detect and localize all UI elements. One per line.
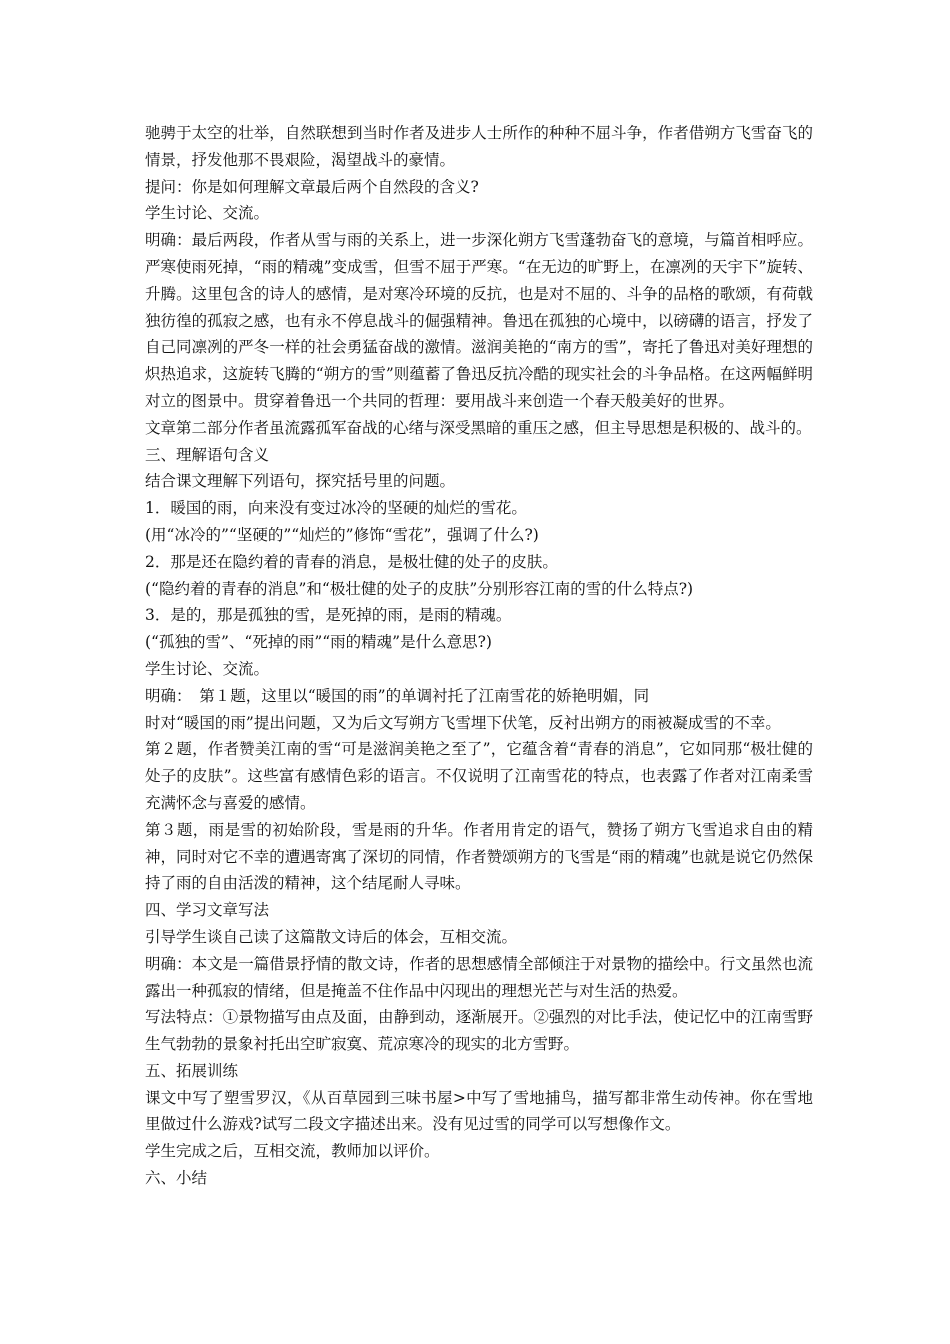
question-last-paragraphs: 提问：你是如何理解文章最后两个自然段的含义? xyxy=(145,177,479,196)
answer-item-1-continued: 时对“暖国的雨”提出问题，又为后文写朔方飞雪埋下伏笔，反衬出朔方的雨被凝成雪的不幸。 xyxy=(145,713,781,732)
section-heading-4: 四、学习文章写法 xyxy=(145,901,270,920)
sentence-2: 2．那是还在隐约着的青春的消息，是极壮健的处子的皮肤。 xyxy=(145,552,558,571)
discussion-note-2: 学生讨论、交流。 xyxy=(145,659,270,678)
document-page xyxy=(145,120,813,1192)
section-4-answer: 明确：本文是一篇借景抒情的散文诗，作者的思想感情全部倾注于对景物的描绘中。行文虽然也流露出一种孤寂的情绪，但是掩盖不住作品中闪现出的理想光芒与对生活的热爱。 xyxy=(145,954,813,1000)
paragraph-intro-continuation: 驰骋于太空的壮举，自然联想到当时作者及进步人士所作的种种不屈斗争，作者借朔方飞雪奋飞的情景，抒发他那不畏艰险，渴望战斗的豪情。 xyxy=(145,124,813,169)
paragraph-part-two-summary: 文章第二部分作者虽流露孤军奋战的心绪与深受黑暗的重压之感，但主导思想是积极的、战斗的。 xyxy=(145,418,812,437)
section-3-instruction: 结合课文理解下列语句，探究括号里的问题。 xyxy=(145,472,456,491)
sentence-1: 1．暖国的雨，向来没有变过冰冷的坚硬的灿烂的雪花。 xyxy=(145,499,527,518)
answer-item-2: 第２题，作者赞美江南的雪“可是滋润美艳之至了”，它蕴含着“青春的消息”，它如同那“极壮健的处子的皮肤”。这些富有感情色彩的语言。不仅说明了江南雪花的特点，也表露了作者对江南柔雪充满怀念与喜爱的感情。 xyxy=(145,740,813,812)
sentence-2-question: (“隐约着的青春的消息”和“极壮健的处子的皮肤”分别形容江南的雪的什么特点?) xyxy=(145,579,694,598)
sentence-1-question: (用“冰冷的”“坚硬的”“灿烂的”修饰“雪花”，强调了什么?) xyxy=(145,525,539,544)
section-5-followup: 学生完成之后，互相交流，教师加以评价。 xyxy=(145,1142,440,1161)
discussion-note: 学生讨论、交流。 xyxy=(145,204,270,223)
section-heading-5: 五、拓展训练 xyxy=(145,1061,239,1080)
section-heading-6: 六、小结 xyxy=(145,1169,208,1188)
section-5-task: 课文中写了塑雪罗汉，《从百草园到三味书屋>中写了雪地捕鸟，描写都非常生动传神。你在雪地里做过什么游戏?试写二段文字描述出来。没有见过雪的同学可以写想像作文。 xyxy=(145,1088,813,1134)
sentence-3: 3．是的，那是孤独的雪，是死掉的雨，是雨的精魂。 xyxy=(145,606,512,625)
answer-last-paragraphs: 明确：最后两段，作者从雪与雨的关系上，进一步深化朔方飞雪蓬勃奋飞的意境，与篇首相呼应。严寒使雨死掉，“雨的精魂”变成雪，但雪不屈于严寒。“在无边的旷野上，在凛冽的天宇下”旋转、升腾。这里包含的诗人的感情，是对寒冷环境的反抗，也是对不屈的、斗争的品格的歌颂，有荷戟独彷徨的孤寂之感，也有永不停息战斗的倔强精神。鲁迅在孤独的心境中，以磅礴的语言，抒发了自己同凛冽的严冬一样的社会勇猛奋战的激情。滋润美艳的“南方的雪”，寄托了鲁迅对美好理想的炽热追求，这旋转飞腾的“朔方的雪”则蕴蓄了鲁迅反抗冷酷的现实社会的斗争品格。在这两幅鲜明对立的图景中。贯穿着鲁迅一个共同的哲理：要用战斗来创造一个春天般美好的世界。 xyxy=(145,231,813,410)
sentence-3-question: (“孤独的雪”、“死掉的雨”“雨的精魂”是什么意思?) xyxy=(145,633,492,652)
section-heading-3: 三、理解语句含义 xyxy=(145,445,270,464)
section-4-instruction: 引导学生谈自己读了这篇散文诗后的体会，互相交流。 xyxy=(145,927,518,946)
answer-item-3: 第３题，雨是雪的初始阶段，雪是雨的升华。作者用肯定的语气，赞扬了朔方飞雪追求自由的精神，同时对它不幸的遭遇寄寓了深切的同情，作者赞颂朔方的飞雪是“雨的精魂”也就是说它仍然保持了雨的自由活泼的精神，这个结尾耐人寻味。 xyxy=(145,820,813,893)
writing-features: 写法特点：①景物描写由点及面，由静到动，逐渐展开。②强烈的对比手法，使记忆中的江南雪野生气勃勃的景象衬托出空旷寂寞、荒凉寒冷的现实的北方雪野。 xyxy=(145,1008,813,1054)
answer-item-1-start: 明确： 第１题，这里以“暖国的雨”的单调衬托了江南雪花的娇艳明媚，同 xyxy=(145,686,650,705)
